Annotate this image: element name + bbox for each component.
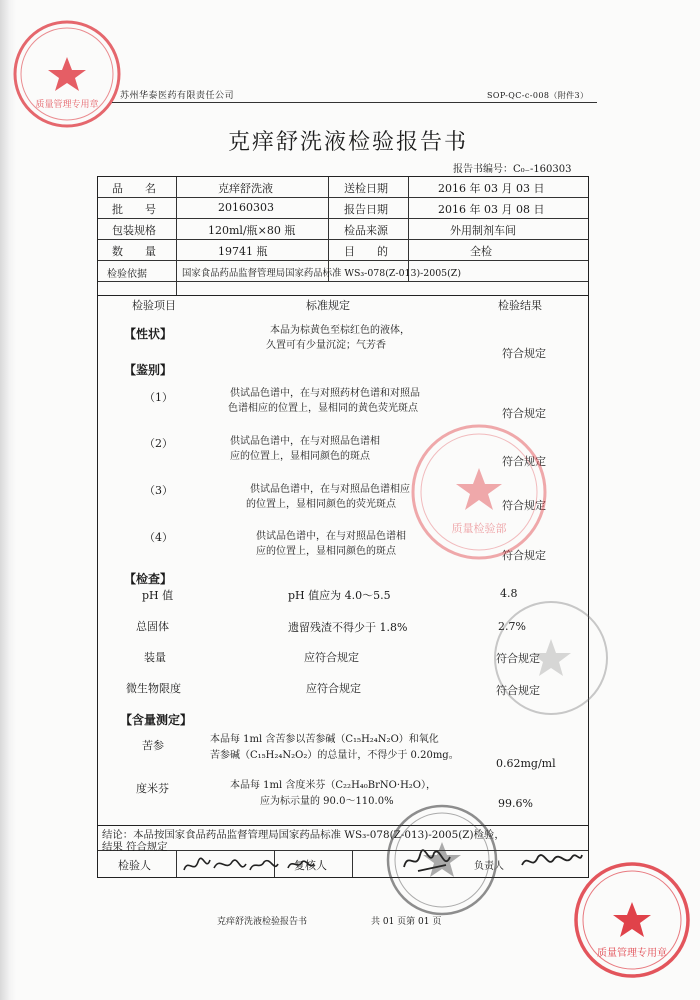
responsible-label: 负责人 xyxy=(474,861,504,872)
ident-line2-3: 的位置上，显相同颜色的荧光斑点 xyxy=(246,499,396,510)
conclusion-line1: 结论：本品按国家食品药品监督管理局国家药品标准 WS₃-078(Z-013)-2005(Z)检验， xyxy=(102,829,505,841)
batch-label: 批 号 xyxy=(112,203,156,216)
ident-result-4: 符合规定 xyxy=(502,549,546,562)
quantity-label: 数 量 xyxy=(112,245,156,258)
check-result-solids: 2.7% xyxy=(498,620,526,633)
col-item-header: 检验项目 xyxy=(132,299,176,312)
check-item-solids: 总固体 xyxy=(136,620,169,633)
ident-line1-3: 供试品色谱中，在与对照品色谱相应 xyxy=(250,484,410,495)
batch-value: 20160303 xyxy=(218,201,274,214)
inspector-signature xyxy=(180,852,320,878)
source-value: 外用制剂车间 xyxy=(450,224,516,237)
check-standard-fill: 应符合规定 xyxy=(304,651,359,664)
report-date-label: 报告日期 xyxy=(344,203,388,216)
basis-value: 国家食品药品监督管理局国家药品标准 WS₃-078(Z-013)-2005(Z) xyxy=(182,268,461,279)
purpose-label: 目 的 xyxy=(344,245,388,258)
assay-result-domiphen: 99.6% xyxy=(498,797,533,810)
header-rule xyxy=(112,102,597,103)
purpose-value: 全检 xyxy=(470,245,492,258)
ident-no-1: （1） xyxy=(144,391,173,404)
scan-edge-shadow xyxy=(0,0,16,1000)
assay-line1-domiphen: 本品每 1ml 含度米芬（C₂₂H₄₀BrNO·H₂O）， xyxy=(230,780,436,791)
footer-page-info: 共 01 页第 01 页 xyxy=(371,917,442,927)
reviewer-label: 复核人 xyxy=(294,859,327,872)
check-item-ph: pH 值 xyxy=(142,589,174,602)
identification-heading: 【鉴别】 xyxy=(124,363,173,377)
check-item-fill: 装量 xyxy=(144,651,166,664)
check-standard-solids: 遗留残渣不得少于 1.8% xyxy=(288,621,408,634)
checks-heading: 【检查】 xyxy=(124,572,173,586)
spec-label: 包装规格 xyxy=(112,224,156,237)
col-standard-header: 标准规定 xyxy=(306,299,350,312)
col-result-header: 检验结果 xyxy=(498,299,542,312)
traits-standard-line2: 久置可有少量沉淀；气芳香 xyxy=(266,340,386,351)
ident-no-4: （4） xyxy=(144,531,173,544)
footer-doc-name: 克痒舒洗液检验报告书 xyxy=(217,917,308,927)
ident-line1-2: 供试品色谱中，在与对照品色谱相 xyxy=(230,436,380,447)
check-result-microbe: 符合规定 xyxy=(496,684,540,697)
ident-no-2: （2） xyxy=(144,437,173,450)
check-item-microbe: 微生物限度 xyxy=(126,682,181,695)
company-name: 苏州华泰医药有限责任公司 xyxy=(120,91,235,101)
assay-line2-domiphen: 应为标示量的 90.0～110.0% xyxy=(260,796,394,807)
product-label: 品 名 xyxy=(112,182,156,195)
traits-result: 符合规定 xyxy=(502,347,546,360)
sop-code: SOP-QC-c-008（附件3） xyxy=(487,91,589,100)
ident-result-2: 符合规定 xyxy=(502,455,546,468)
traits-standard-line1: 本品为棕黄色至棕红色的液体， xyxy=(270,325,410,336)
check-standard-microbe: 应符合规定 xyxy=(306,682,361,695)
source-label: 检品来源 xyxy=(344,224,388,237)
inspection-dept-seal xyxy=(405,418,553,566)
quantity-value: 19741 瓶 xyxy=(218,245,268,258)
submit-date-value: 2016 年 03 月 03 日 xyxy=(438,182,545,195)
ident-line1-1: 供试品色谱中，在与对照药材色谱和对照品 xyxy=(230,388,420,399)
conclusion-line2: 结果 符合规定 xyxy=(102,841,168,853)
quality-seal-stamp-top xyxy=(8,15,126,133)
report-number: 报告书编号：C₀₋-160303 xyxy=(453,164,572,175)
ident-line1-4: 供试品色谱中，在与对照品色谱相 xyxy=(256,531,406,542)
spec-value: 120ml/瓶×80 瓶 xyxy=(208,224,296,237)
check-result-ph: 4.8 xyxy=(500,587,518,600)
ident-line2-2: 应的位置上，显相同颜色的斑点 xyxy=(230,451,370,462)
ghost-seal xyxy=(488,595,614,721)
assay-line1-kushen: 本品每 1ml 含苦参以苦参碱（C₁₅H₂₄N₂O）和氧化 xyxy=(210,734,439,745)
assay-item-kushen: 苦参 xyxy=(142,739,164,752)
svg-text:质量管理专用章: 质量管理专用章 xyxy=(35,100,99,110)
inspector-label: 检验人 xyxy=(118,859,151,872)
svg-text:质量检验部: 质量检验部 xyxy=(451,522,507,535)
quality-seal-stamp-bottom xyxy=(570,858,694,982)
submit-date-label: 送检日期 xyxy=(344,182,388,195)
dark-seal xyxy=(382,800,502,920)
svg-text:质量管理专用章: 质量管理专用章 xyxy=(597,948,667,959)
basis-label: 检验依据 xyxy=(107,269,147,280)
ident-line2-4: 应的位置上，显相同颜色的斑点 xyxy=(256,546,396,557)
assay-line2-kushen: 苦参碱（C₁₅H₂₄N₂O₂）的总量计，不得少于 0.20mg。 xyxy=(210,750,459,761)
assay-item-domiphen: 度米芬 xyxy=(136,782,169,795)
ident-no-3: （3） xyxy=(144,484,173,497)
product-value: 克痒舒洗液 xyxy=(218,182,273,195)
assay-result-kushen: 0.62mg/ml xyxy=(496,757,556,770)
check-standard-ph: pH 值应为 4.0～5.5 xyxy=(288,589,391,602)
traits-heading: 【性状】 xyxy=(124,327,173,341)
ident-result-1: 符合规定 xyxy=(502,407,546,420)
ident-line2-1: 色谱相应的位置上，显相同的黄色荧光斑点 xyxy=(228,403,418,414)
page-title: 克痒舒洗液检验报告书 xyxy=(228,130,469,155)
check-result-fill: 符合规定 xyxy=(496,652,540,665)
report-date-value: 2016 年 03 月 08 日 xyxy=(438,203,545,216)
assay-heading: 【含量测定】 xyxy=(120,713,193,727)
ident-result-3: 符合规定 xyxy=(502,499,546,512)
